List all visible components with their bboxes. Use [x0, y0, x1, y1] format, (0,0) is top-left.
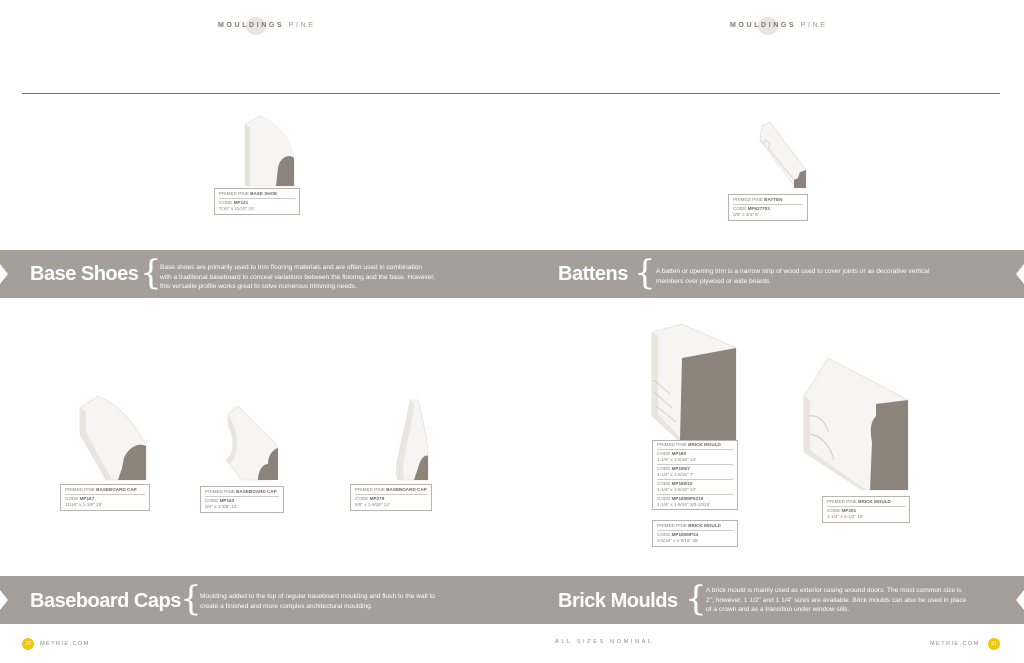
baseboard-caps-description: Moulding added to the top of regular baseboard moulding and flush to the wall to create a finished and more complex architectural moulding. — [200, 593, 435, 610]
base-shoes-description: Base shoes are primarily used to trim flooring materials and are often used in combination with a traditional baseboard to conceal variations between the flooring and the base. However, this versatile profile works great to solve numerous trimming needs. — [160, 264, 435, 290]
section-band-bottom — [0, 576, 1024, 624]
band-notch-left — [0, 264, 8, 284]
page-number-right: 21 — [988, 638, 1000, 650]
brace-icon: { — [685, 579, 707, 619]
brick-mould-label-3: PRIMED PINE BRICK MOULD CODE MP201 1-1/4" x 2-1/2" 15' — [822, 496, 910, 523]
battens-description: A batten or opening trim is a narrow strip of wood used to cover joints or as decorative vertical members over plywood or wide boards. — [656, 268, 930, 285]
brick-moulds-title: Brick Moulds — [558, 590, 678, 612]
header-brand: MOULDINGS — [730, 22, 797, 29]
band-notch-left — [0, 590, 8, 610]
header-rule — [22, 93, 1000, 94]
brace-icon: { — [180, 579, 202, 619]
base-shoe-profile — [240, 116, 300, 188]
battens-title: Battens — [558, 263, 628, 285]
band-notch-right — [1016, 590, 1024, 610]
base-shoes-title: Base Shoes — [30, 263, 139, 285]
page-header-left — [218, 22, 315, 29]
baseboard-cap-label-3: PRIMED PINE BASEBOARD CAP CODE MP279 5/8" x 1-9/16" 14' — [350, 484, 432, 511]
baseboard-cap-profile-1 — [76, 394, 154, 482]
footer-url-right[interactable]: METRIE.COM — [930, 641, 980, 647]
baseboard-caps-title: Baseboard Caps — [30, 590, 181, 612]
baseboard-cap-label-1: PRIMED PINE BASEBOARD CAP CODE MP167 11/16" x 1-1/8" 16' — [60, 484, 150, 511]
band-notch-right — [1016, 264, 1024, 284]
header-brand: MOULDINGS — [218, 22, 285, 29]
page-number-left: 20 — [22, 638, 34, 650]
baseboard-cap-label-2: PRIMED PINE BASEBOARD CAP CODE MP163 3/4" x 1-3/8" 14' — [200, 486, 284, 513]
baseboard-cap-profile-2 — [218, 404, 284, 482]
brick-mould-profile-2 — [800, 356, 912, 492]
base-shoe-label: PRIMED PINE BASE SHOE CODE MP121 7/16" x 11/16" 16' — [214, 188, 300, 215]
batten-label: PRIMED PINE BATTEN CODE MP627703 3/8" x 3/4" 8' — [728, 194, 808, 221]
section-band-top — [0, 250, 1024, 298]
batten-profile — [756, 122, 808, 190]
baseboard-cap-profile-3 — [384, 398, 434, 482]
brick-mould-profile-1 — [648, 324, 740, 442]
brick-mould-label-2: PRIMED PINE BRICK MOULD CODE MP180MP24 1-5/16" x 1-9/16" 48' — [652, 520, 738, 547]
brick-mould-label-group: PRIMED PINE BRICK MOULD CODE MP180 1-1/4" x 1-9/16" 14' CODE MP180/7 1-1/4" x 1-9/16" 7' CODE MP180/10 1-1/4" x 1-9/16" 10' CODE MP180MP6219 1-1/4" x 1-9/16" 3/2-10/16' — [652, 440, 738, 510]
header-species: PINE — [288, 22, 316, 29]
brace-icon: { — [634, 253, 656, 293]
page-header-right — [730, 22, 827, 29]
brace-icon: { — [140, 253, 162, 293]
header-species: PINE — [800, 22, 828, 29]
brick-moulds-description: A brick mould is mainly used as exterior casing around doors. The most common size is 2"; however, 1 1/2" and 1 1/4" sizes are available. Brick moulds can also be used in place of a crown and as a transition under window sills. — [706, 587, 967, 613]
footer-note: ALL SIZES NOMINAL — [555, 639, 654, 645]
footer-url-left[interactable]: METRIE.COM — [40, 641, 90, 647]
